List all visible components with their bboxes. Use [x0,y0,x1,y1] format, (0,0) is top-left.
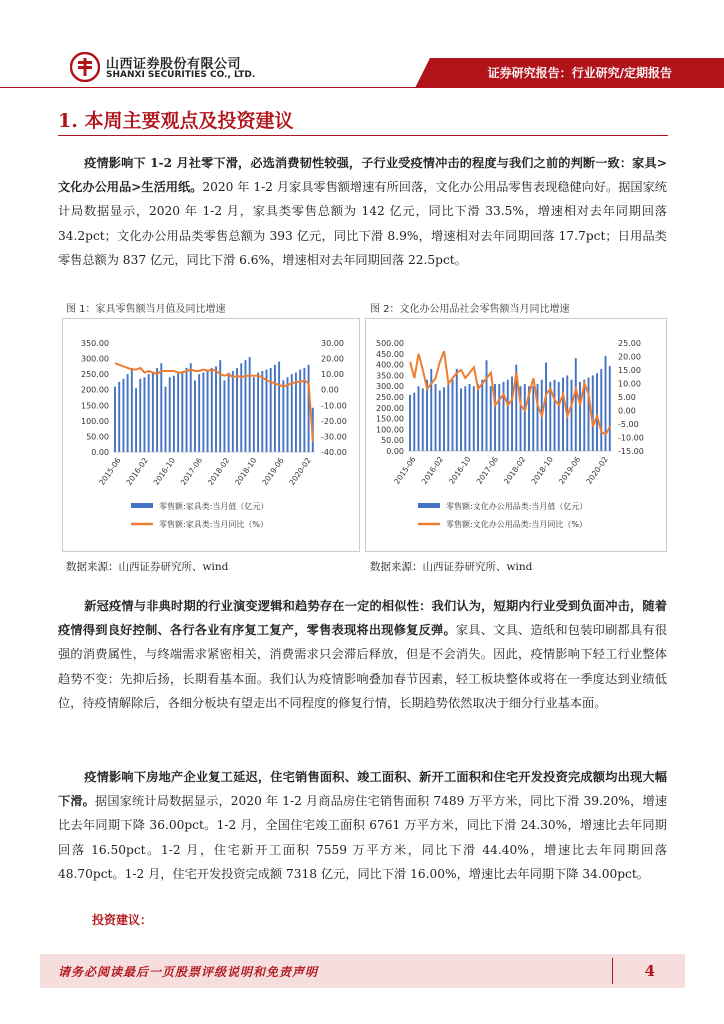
left-axis-tick-label: 0.00 [386,447,404,456]
right-axis-tick-label: 10.00 [321,370,344,380]
x-axis-tick-label: 2016-10 [151,455,177,487]
left-axis-tick-label: 450.00 [376,349,404,359]
left-axis-tick-label: 100.00 [81,416,109,426]
figure-1-frame [62,318,360,552]
data-bar [287,377,289,452]
data-bar [215,366,217,452]
data-bar [278,362,280,452]
data-bar [571,380,573,451]
page-footer [40,954,685,988]
data-bar [169,377,171,452]
legend-bar-swatch [131,503,153,508]
left-axis-tick-label: 350.00 [81,339,109,348]
data-bar [211,368,213,452]
data-bar [257,373,259,452]
paragraph-2-text: 家具、文具、造纸和包装印刷都具有很强的消费属性，与终端需求紧密相关，消费需求只会滞后释放，但是不会消失。因此，疫情影响下轻工行业整体趋势不变：先抑后扬，长期看基本面。我们认为疫情影响叠加春节因素，轻工板块整体或将在一季度达到业绩低位，待疫情解除后，各细分板块有望走出不同程度的修复行情，长期趋势依然取决于细分行业基本面。 [58,623,667,710]
x-axis-tick-label: 2020-02 [584,454,610,486]
left-axis-tick-label: 250.00 [81,370,109,380]
legend-bar-label: 零售额:文化办公用品类:当月值（亿元） [446,502,588,511]
right-axis-tick-label: 20.00 [321,354,344,364]
data-bar [236,368,238,452]
data-bar [114,387,116,452]
data-bar [152,373,154,452]
data-bar [266,369,268,452]
paragraph-1 [58,151,667,272]
data-bar [503,382,505,451]
data-bar [223,380,225,452]
paragraph-2-lead: 新冠疫情与非典时期的行业演变逻辑和趋势存在一定的相似性：我们认为，短期内行业受到负面冲击，随着疫情得到良好控制、各行各业有序复工复产，零售表现将出现修复反弹。 [58,599,667,638]
right-axis-tick-label: 10.00 [618,379,641,389]
paragraph-2 [58,594,667,715]
data-bar [190,363,192,452]
data-bar [131,368,133,452]
title-divider [58,135,668,136]
data-bar [249,357,251,452]
x-axis-tick-label: 2016-02 [419,454,446,486]
right-axis-tick-label: -10.00 [321,401,347,411]
data-bar [181,371,183,452]
data-bar [245,360,247,452]
data-bar [452,380,454,451]
data-bar [579,382,581,451]
right-axis-tick-label: 5.00 [618,393,636,402]
data-bar [122,379,124,452]
left-axis-tick-label: 200.00 [81,385,109,395]
data-bar [186,368,188,452]
x-axis-tick-label: 2019-06 [260,455,286,487]
data-bar [144,377,146,452]
x-axis-tick-label: 2015-06 [97,455,123,487]
data-bar [270,368,272,452]
figure-2-frame [365,318,667,552]
data-bar [253,377,255,452]
page-header [0,0,724,90]
data-bar [443,387,445,451]
section-title: 1. 本周主要观点及投资建议 [58,110,294,132]
data-bar [469,384,471,451]
company-name-en: SHANXI SECURITIES CO., LTD. [106,70,256,80]
data-bar [308,365,310,452]
right-axis-tick-label: 30.00 [321,339,344,348]
page-number: 4 [644,962,655,980]
figure-2-source: 数据来源：山西证券研究所、wind [370,561,533,573]
data-bar [545,362,547,451]
left-axis-tick-label: 100.00 [376,425,404,435]
left-axis-tick-label: 200.00 [376,403,404,413]
data-bar [562,378,564,451]
right-axis-tick-label: -15.00 [618,447,644,456]
data-bar [418,386,420,451]
x-axis-tick-label: 2018-02 [502,454,528,486]
left-axis-tick-label: 250.00 [376,393,404,402]
data-bar [422,388,424,451]
paragraph-3-lead: 疫情影响下房地产企业复工延迟，住宅销售面积、竣工面积、新开工面积和住宅开发投资完成额均出现大幅下滑。 [58,770,667,809]
x-axis-tick-label: 2017-06 [474,454,500,486]
data-bar [464,386,466,451]
paragraph-1-lead: 疫情影响下 1-2 月社零下滑，必选消费韧性较强，子行业受疫情冲击的程度与我们之前的判断一致：家具>文化办公用品>生活用纸。 [58,156,667,195]
data-bar [127,374,129,452]
data-bar [118,382,120,452]
data-bar [532,386,534,451]
data-bar [490,386,492,451]
data-bar [194,380,196,452]
x-axis-tick-label: 2020-02 [287,455,313,487]
data-bar [291,374,293,452]
right-axis-tick-label: -40.00 [321,448,347,457]
x-axis-tick-label: 2015-06 [392,454,418,486]
data-bar [202,373,204,452]
data-bar [588,378,590,451]
footer-separator [612,958,613,984]
left-axis-tick-label: 300.00 [81,354,109,364]
data-bar [156,368,158,452]
paragraph-3-text: 据国家统计局数据显示，2020 年 1-2 月商品房住宅销售面积 7489 万平方米，同比下滑 39.20%，增速比去年同期下降 36.00pct。1-2 月，全国住宅竣工面积 6761 万平方米，同比下滑 24.30%，增速比去年同期回落 16.50pct。1-2 月，住宅新开工面积 7559 万平方米，同比下滑 44.40%，增速比去年同期回落 48.70pct。1-2 月，住宅开发投资完成额 7318 亿元，同比下滑 16.00%，增速比去年同期下降 34.00pct。 [58,794,668,881]
data-bar [135,388,137,452]
data-bar [139,379,141,452]
left-axis-tick-label: 50.00 [86,432,109,442]
data-bar [228,373,230,452]
legend-line-label: 零售额:文化办公用品类:当月同比（%） [446,520,587,529]
right-axis-tick-label: 0.00 [321,385,339,395]
data-bar [507,380,509,451]
data-bar [198,374,200,452]
figure-2-title: 图 2：文化办公用品社会零售额当月同比增速 [370,304,570,315]
data-bar [295,373,297,452]
x-axis-tick-label: 2018-02 [205,455,232,487]
left-axis-tick-label: 300.00 [376,382,404,392]
investment-advice-heading: 投资建议： [92,913,153,927]
data-bar [173,376,175,452]
data-bar [282,380,284,452]
right-axis-tick-label: -5.00 [618,420,639,429]
data-bar [160,363,162,452]
report-type: 证券研究报告：行业研究/定期报告 [487,66,672,80]
data-bar [609,366,611,451]
left-axis-tick-label: 500.00 [376,339,404,348]
company-name-cn: 山西证券股份有限公司 [106,57,242,72]
data-bar [558,382,560,451]
data-bar [605,356,607,451]
x-axis-tick-label: 2019-06 [556,454,583,486]
data-bar [177,373,179,452]
data-bar [477,384,479,451]
data-bar [524,384,526,451]
figure-1-title: 图 1：家具零售额当月值及同比增速 [66,304,226,315]
left-axis-tick-label: 0.00 [91,448,109,457]
data-bar [165,387,167,452]
left-axis-tick-label: 150.00 [376,414,404,424]
right-axis-tick-label: -30.00 [321,432,347,442]
data-bar [447,384,449,451]
x-axis-tick-label: 2018-10 [529,454,555,486]
data-bar [456,369,458,451]
data-bar [486,360,488,451]
x-axis-tick-label: 2018-10 [233,455,259,487]
data-bar [274,365,276,452]
data-bar [261,371,263,452]
data-bar [511,376,513,451]
data-bar [232,371,234,452]
right-axis-tick-label: 25.00 [618,339,641,348]
paragraph-1-text: 2020 年 1-2 月家具零售额增速有所回落，文化办公用品零售表现稳健向好。据国家统计局数据显示，2020 年 1-2 月，家具类零售总额为 142 亿元，同比下滑 33.5%，增速相对去年同期回落 34.2pct；文化办公用品类零售总额为 393 亿元，同比下滑 8.9%，增速相对去年同期回落 17.7pct；日用品类零售总额为 837 亿元，同比下滑 6.6%，增速相对去年同期回落 22.5pct。 [58,180,667,267]
chart-stationery-retail [366,319,666,551]
data-bar [409,395,411,451]
data-bar [439,391,441,451]
x-axis-tick-label: 2016-10 [447,454,473,486]
footer-disclaimer: 请务必阅读最后一页股票评级说明和免责声明 [58,965,319,979]
data-bar [575,358,577,451]
left-axis-tick-label: 50.00 [381,436,404,446]
right-axis-tick-label: 20.00 [618,352,641,362]
data-bar [596,373,598,451]
legend-bar-swatch [418,503,440,508]
paragraph-3 [58,765,667,886]
right-axis-tick-label: 0.00 [618,406,636,416]
data-bar [481,380,483,451]
data-bar [413,393,415,451]
left-axis-tick-label: 150.00 [81,401,109,411]
figure-1-source: 数据来源：山西证券研究所、wind [66,561,229,573]
data-bar [554,380,556,451]
right-axis-tick-label: -10.00 [618,433,644,443]
left-axis-tick-label: 350.00 [376,371,404,381]
x-axis-tick-label: 2017-06 [178,455,205,487]
data-bar [498,384,500,451]
right-axis-tick-label: 15.00 [618,366,641,375]
legend-line-label: 零售额:家具类:当月同比（%） [159,520,268,529]
chart-furniture-retail [63,319,359,551]
x-axis-tick-label: 2016-02 [124,455,150,487]
data-bar [460,388,462,451]
data-bar [435,384,437,451]
data-bar [207,369,209,452]
left-axis-tick-label: 400.00 [376,360,404,370]
legend-bar-label: 零售额:家具类:当月值（亿元） [159,502,269,511]
data-bar [473,386,475,451]
right-axis-tick-label: -20.00 [321,416,347,426]
data-bar [148,374,150,452]
data-bar [600,369,602,451]
